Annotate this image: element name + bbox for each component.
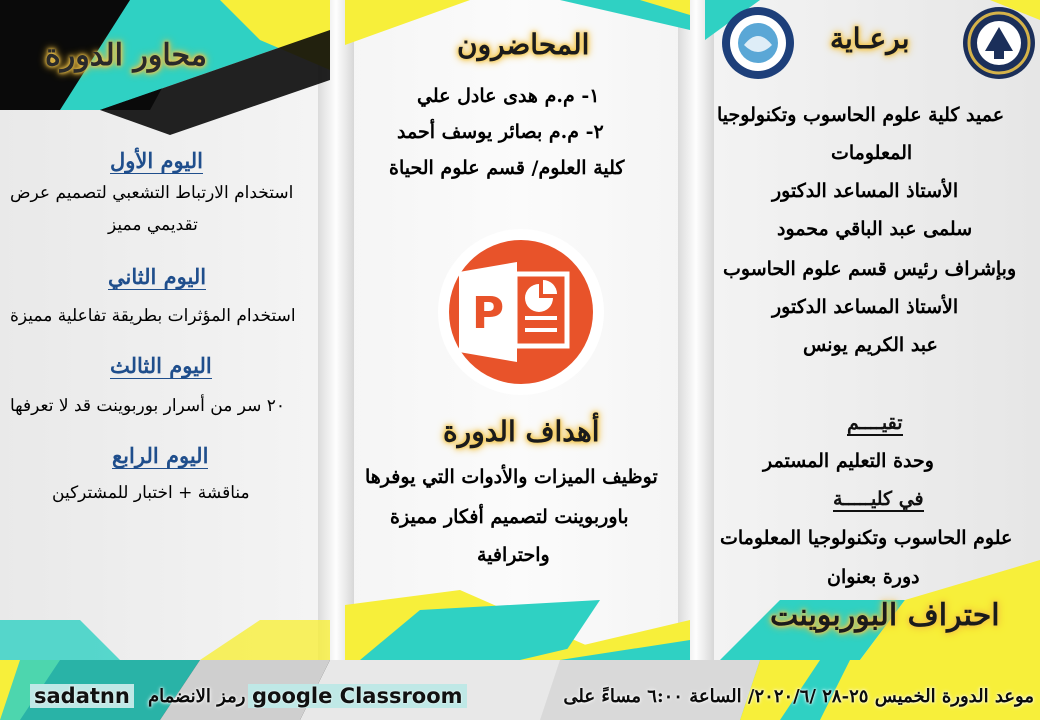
college-name: علوم الحاسوب وتكنولوجيا المعلومات — [720, 527, 1013, 549]
day4-title: اليوم الرابع — [112, 443, 209, 468]
sponsorship-heading: برعـاية — [830, 22, 910, 55]
join-code: sadatnn — [30, 684, 134, 708]
goals-line2: باوربوينت لتصميم أفكار مميزة — [390, 506, 629, 528]
lecturer-2: ٢- م.م بصائر يوسف أحمد — [397, 121, 604, 143]
goals-heading: أهداف الدورة — [443, 415, 600, 448]
day1-line2: تقديمي مميز — [108, 215, 198, 235]
day3-title: اليوم الثالث — [110, 353, 212, 378]
svg-text:P: P — [471, 288, 505, 339]
goals-line1: توظيف الميزات والأدوات التي يوفرها — [365, 466, 658, 488]
join-code-label: رمز الانضمام — [148, 686, 246, 707]
in-college-label: في كليـــــة — [833, 488, 924, 510]
day2-line1: استخدام المؤثرات بطريقة تفاعلية مميزة — [10, 306, 296, 326]
day2-title: اليوم الثاني — [108, 264, 207, 289]
day4-line1: مناقشة + اختبار للمشتركين — [52, 483, 250, 503]
sponsor-line4: سلمى عبد الباقي محمود — [777, 218, 973, 240]
college-logo — [720, 5, 796, 81]
lecturer-1: ١- م.م هدى عادل علي — [417, 85, 600, 107]
course-title: احتراف البوربوينت — [770, 598, 1000, 633]
course-schedule: موعد الدورة الخميس ٢٥-٢٨ /٢٠٢٠/٦/ الساعة ٦:٠٠ مساءً على — [563, 686, 1034, 707]
day1-line1: استخدام الارتباط التشعبي لتصميم عرض — [10, 183, 294, 203]
sponsor-line2: المعلومات — [831, 142, 913, 164]
course-titled-label: دورة بعنوان — [827, 566, 920, 588]
left-panel — [0, 0, 330, 660]
university-logo — [961, 5, 1037, 81]
organizes-label: تقيــــم — [847, 412, 903, 434]
sponsor-line5: وبإشراف رئيس قسم علوم الحاسوب — [723, 258, 1017, 280]
goals-line3: واحترافية — [477, 544, 550, 566]
sponsor-line6: الأستاذ المساعد الدكتور — [772, 296, 959, 318]
course-topics-heading: محاور الدورة — [45, 38, 207, 73]
day3-line1: ٢٠ سر من أسرار بوربوينت قد لا تعرفها — [10, 396, 286, 416]
continuing-education-unit: وحدة التعليم المستمر — [763, 450, 934, 472]
sponsor-line1: عميد كلية علوم الحاسوب وتكنولوجيا — [717, 104, 1005, 126]
day1-title: اليوم الأول — [110, 148, 203, 173]
sponsor-line3: الأستاذ المساعد الدكتور — [772, 180, 959, 202]
lecturers-heading: المحاضرون — [457, 28, 590, 61]
platform-name: google Classroom — [248, 684, 467, 708]
right-panel — [705, 0, 1040, 660]
department: كلية العلوم/ قسم علوم الحياة — [389, 157, 625, 179]
sponsor-line7: عبد الكريم يونس — [803, 334, 938, 356]
middle-panel — [345, 0, 690, 660]
powerpoint-icon — [437, 228, 605, 396]
